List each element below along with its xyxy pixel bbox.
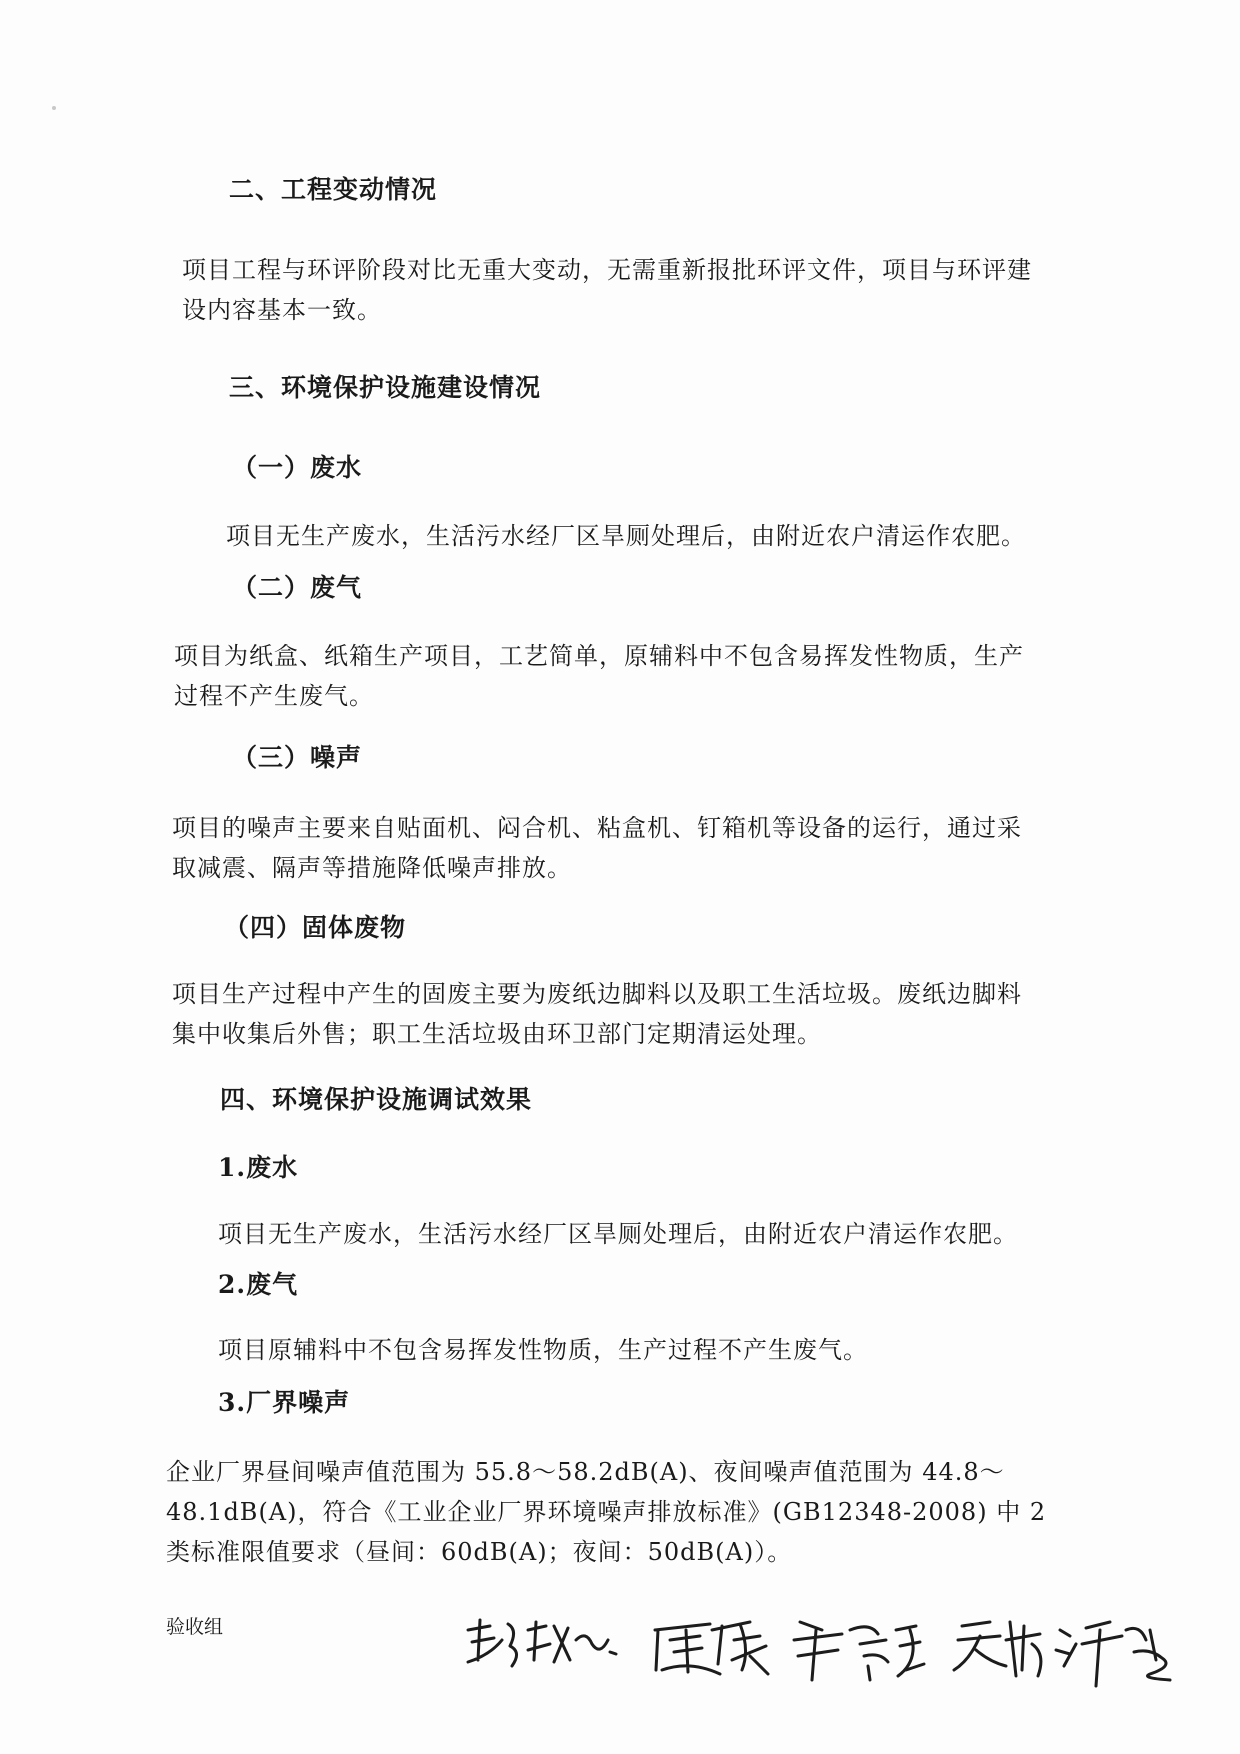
section-heading-4: 四、环境保护设施调试效果 <box>220 1085 533 1114</box>
para-wastewater: 项目无生产废水，生活污水经厂区旱厕处理后，由附近农户清运作农肥。 <box>226 522 1026 550</box>
signature-2 <box>655 1622 768 1674</box>
item-para-exhaust: 项目原辅料中不包含易挥发性物质，生产过程不产生废气。 <box>218 1336 868 1364</box>
subheading-noise: （三）噪声 <box>232 743 363 772</box>
signature-1 <box>468 1620 616 1666</box>
section-heading-3: 三、环境保护设施建设情况 <box>229 373 542 402</box>
item-heading-exhaust: 2.废气 <box>218 1270 299 1299</box>
item-para-boundary-noise: 企业厂界昼间噪声值范围为 55.8～58.2dB(A)、夜间噪声值范围为 44.8～48.1dB(A)，符合《工业企业厂界环境噪声排放标准》(GB12348-2008) 中 2 类标准限值要求（昼间：60dB(A)；夜间：50dB(A)）。 <box>166 1458 1047 1566</box>
subheading-wastewater: （一）废水 <box>232 453 363 482</box>
item-heading-boundary-noise: 3.厂界噪声 <box>218 1388 351 1417</box>
signature-5 <box>1056 1622 1170 1686</box>
acceptance-group-label: 验收组 <box>166 1616 224 1638</box>
scan-speck <box>52 106 56 110</box>
signature-4 <box>954 1622 1041 1676</box>
para-solid-waste: 项目生产过程中产生的固废主要为废纸边脚料以及职工生活垃圾。废纸边脚料集中收集后外售；职工生活垃圾由环卫部门定期清运处理。 <box>172 980 1022 1048</box>
item-heading-wastewater: 1.废水 <box>218 1153 299 1182</box>
subheading-solid-waste: （四）固体废物 <box>224 913 407 942</box>
para-noise: 项目的噪声主要来自贴面机、闷合机、粘盒机、钉箱机等设备的运行，通过采取减震、隔声等措施降低噪声排放。 <box>172 814 1022 882</box>
subheading-exhaust: （二）废气 <box>232 573 363 602</box>
handwritten-signatures <box>450 1600 1210 1700</box>
para-exhaust: 项目为纸盒、纸箱生产项目，工艺简单，原辅料中不包含易挥发性物质，生产过程不产生废气。 <box>174 642 1024 710</box>
item-para-wastewater: 项目无生产废水，生活污水经厂区旱厕处理后，由附近农户清运作农肥。 <box>218 1220 1018 1248</box>
section-heading-2: 二、工程变动情况 <box>229 175 438 204</box>
section-para-2: 项目工程与环评阶段对比无重大变动，无需重新报批环评文件，项目与环评建设内容基本一致。 <box>182 256 1032 324</box>
signature-3 <box>794 1622 924 1680</box>
